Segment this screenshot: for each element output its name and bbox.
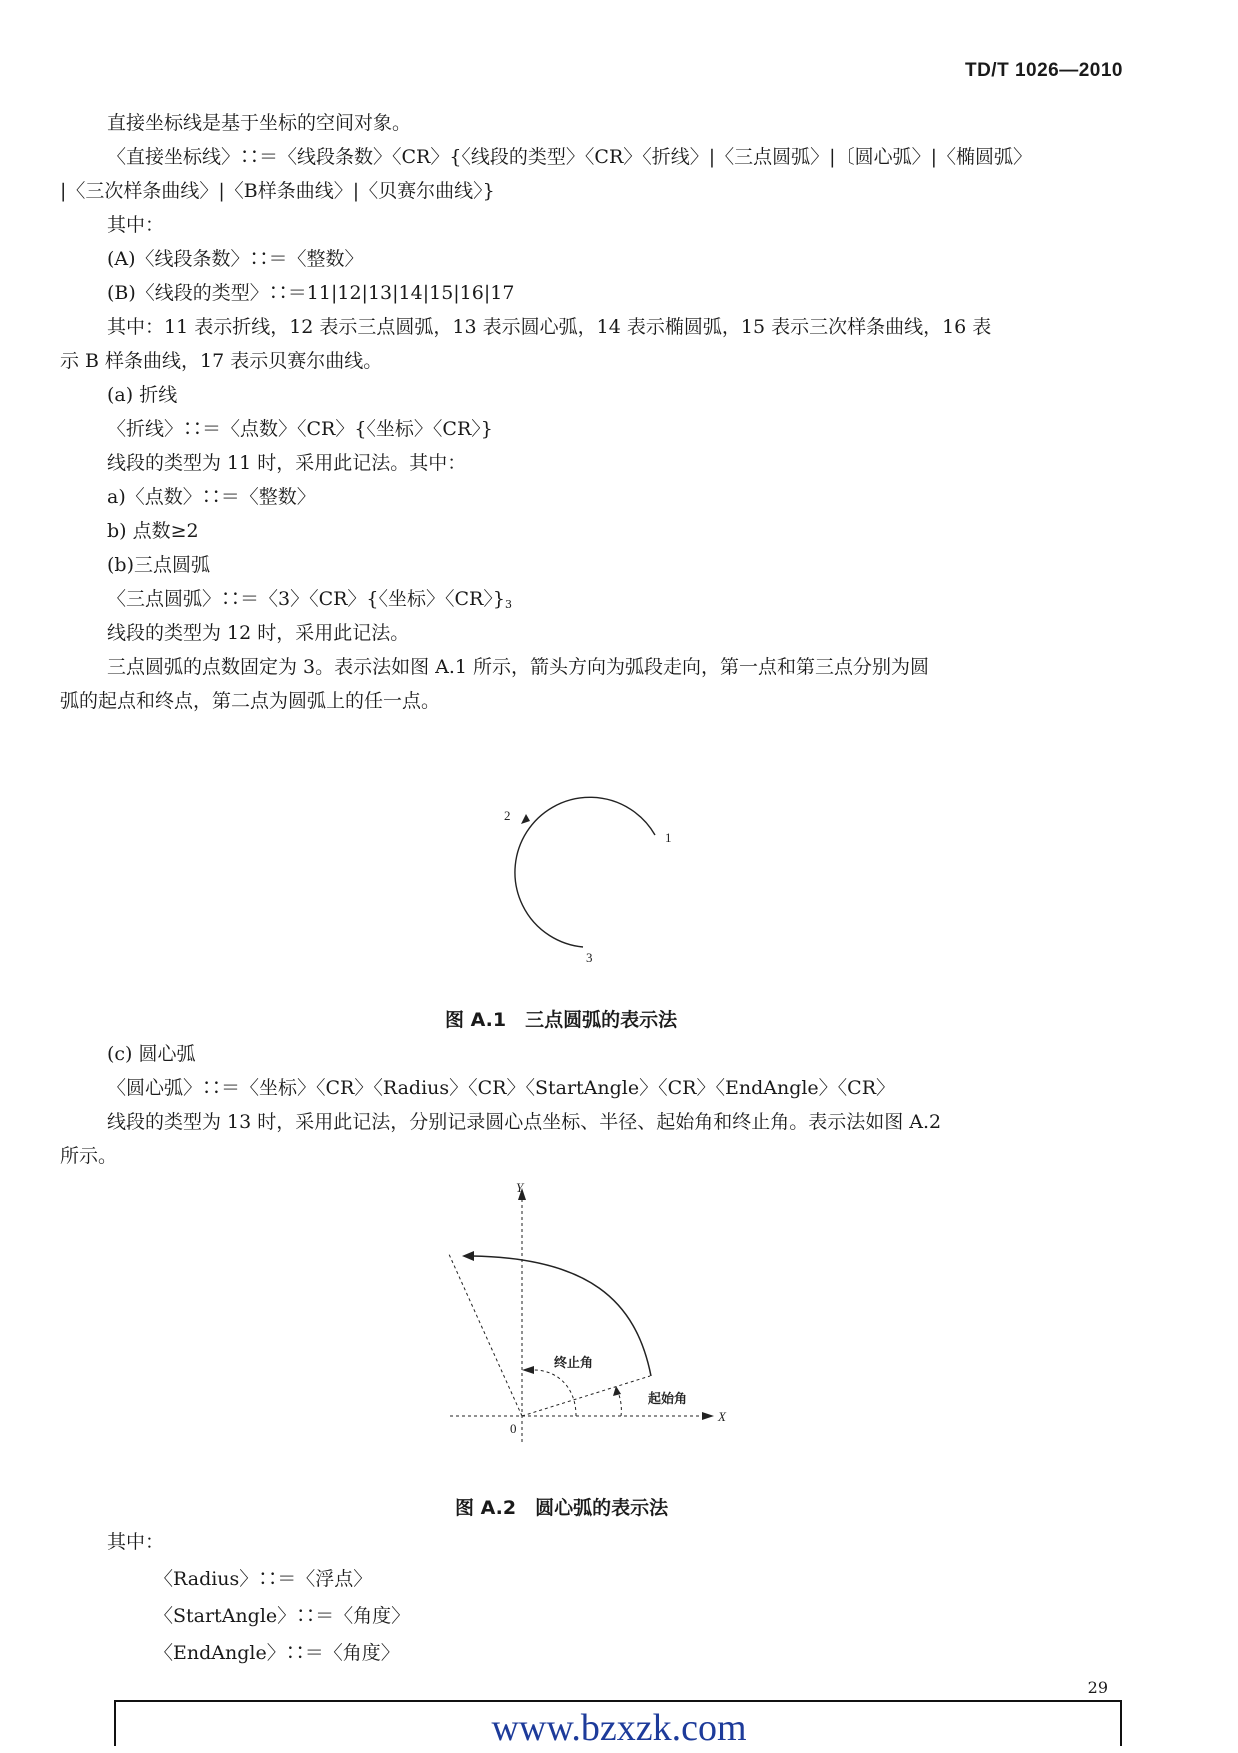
arc-arrow-icon bbox=[462, 1251, 474, 1261]
start-angle-arc bbox=[618, 1392, 621, 1416]
text-line: 其中： bbox=[107, 1531, 165, 1553]
end-angle-label: 终止角 bbox=[554, 1356, 594, 1371]
text-line: 〈Radius〉∷＝〈浮点〉 bbox=[154, 1568, 373, 1590]
page-number: 29 bbox=[1087, 1678, 1108, 1697]
text-line: 所示。 bbox=[60, 1145, 118, 1167]
text-line: (a) 折线 bbox=[107, 384, 178, 406]
text-line: 〈EndAngle〉∷＝〈角度〉 bbox=[154, 1642, 400, 1664]
figure-a1-three-point-arc bbox=[490, 780, 720, 970]
text-line: 直接坐标线是基于坐标的空间对象。 bbox=[107, 112, 412, 134]
text-line: b) 点数≥2 bbox=[107, 520, 199, 542]
figure-a2-caption: 图 A.2 圆心弧的表示法 bbox=[455, 1497, 669, 1519]
text-line: (b)三点圆弧 bbox=[107, 554, 210, 576]
text-line: 线段的类型为 13 时，采用此记法，分别记录圆心点坐标、半径、起始角和终止角。表示法如图 A.2 bbox=[107, 1111, 942, 1133]
end-radius-line bbox=[448, 1252, 522, 1416]
point-label-2: 2 bbox=[504, 808, 511, 823]
formula-text: 〈三点圆弧〉∷＝〈3〉〈CR〉{〈坐标〉〈CR〉} bbox=[107, 588, 505, 610]
text-line: (B)〈线段的类型〉∷＝11|12|13|14|15|16|17 bbox=[107, 282, 515, 304]
start-radius-line bbox=[522, 1376, 650, 1416]
x-axis-arrow-icon bbox=[702, 1412, 714, 1420]
standard-number: TD/T 1026—2010 bbox=[964, 60, 1123, 81]
text-line: 线段的类型为 12 时，采用此记法。 bbox=[107, 622, 410, 644]
figure-a2-center-arc bbox=[430, 1180, 740, 1450]
text-line: a)〈点数〉∷＝〈整数〉 bbox=[107, 486, 316, 508]
text-line: |〈三次样条曲线〉|〈B样条曲线〉|〈贝赛尔曲线〉} bbox=[60, 180, 495, 202]
y-axis-label: Y bbox=[516, 1180, 524, 1195]
text-line: 〈圆心弧〉∷＝〈坐标〉〈CR〉〈Radius〉〈CR〉〈StartAngle〉〈CR〉〈EndAngle〉〈CR〉 bbox=[107, 1077, 896, 1099]
footer-url-link[interactable]: www.bzxzk.com bbox=[491, 1707, 747, 1749]
text-line: 其中：11 表示折线，12 表示三点圆弧，13 表示圆心弧，14 表示椭圆弧，15 表示三次样条曲线，16 表 bbox=[107, 316, 992, 338]
text-line: 三点圆弧的点数固定为 3。表示法如图 A.1 所示，箭头方向为弧段走向，第一点和第三点分别为圆 bbox=[107, 656, 930, 678]
text-line: 示 B 样条曲线，17 表示贝赛尔曲线。 bbox=[60, 350, 383, 372]
x-axis-label: X bbox=[718, 1409, 726, 1424]
three-point-arc bbox=[515, 797, 655, 947]
text-line: 〈StartAngle〉∷＝〈角度〉 bbox=[154, 1605, 411, 1627]
text-line: 其中： bbox=[107, 214, 165, 236]
text-line: 弧的起点和终点，第二点为圆弧上的任一点。 bbox=[60, 690, 441, 712]
text-line: (A)〈线段条数〉∷＝〈整数〉 bbox=[107, 248, 364, 270]
end-angle-arc bbox=[534, 1370, 576, 1416]
text-line: 〈直接坐标线〉∷＝〈线段条数〉〈CR〉{〈线段的类型〉〈CR〉〈折线〉|〈三点圆弧〉|〔圆心弧〉|〈椭圆弧〉 bbox=[107, 146, 1032, 168]
text-line: 线段的类型为 11 时，采用此记法。其中： bbox=[107, 452, 467, 474]
subscript: 3 bbox=[504, 598, 512, 611]
figure-a1-caption: 图 A.1 三点圆弧的表示法 bbox=[445, 1009, 678, 1031]
origin-label: 0 bbox=[510, 1421, 517, 1436]
point-label-3: 3 bbox=[586, 950, 593, 965]
text-line-with-subscript bbox=[107, 587, 512, 617]
point-label-1: 1 bbox=[665, 830, 672, 845]
start-angle-label: 起始角 bbox=[648, 1392, 688, 1407]
end-angle-arrow-icon bbox=[522, 1366, 534, 1374]
text-line: 〈折线〉∷＝〈点数〉〈CR〉{〈坐标〉〈CR〉} bbox=[107, 418, 493, 440]
text-line: (c) 圆心弧 bbox=[107, 1043, 196, 1065]
arc-arrow-icon bbox=[521, 814, 530, 824]
